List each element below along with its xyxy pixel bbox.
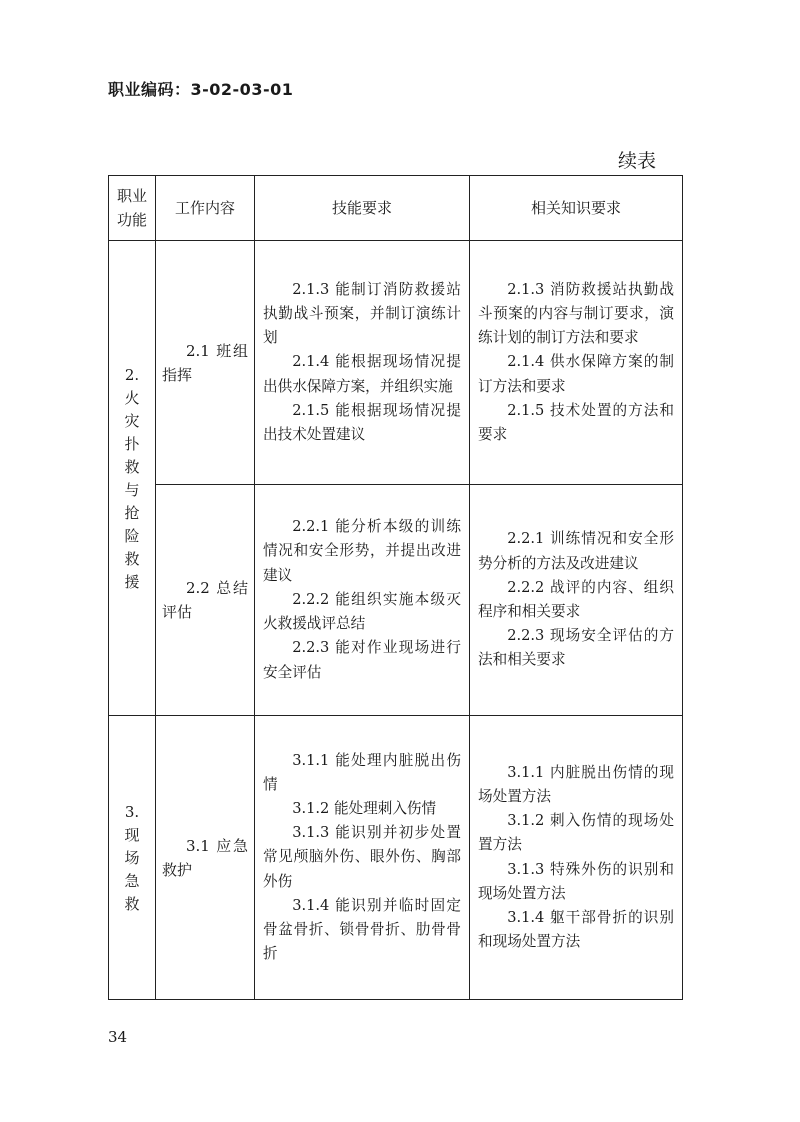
knowledge-item: 3.1.4 躯干部骨折的识别和现场处置方法 — [478, 908, 674, 951]
skill-item: 3.1.4 能识别并临时固定骨盆骨折、锁骨骨折、肋骨骨折 — [263, 896, 461, 963]
table-row — [109, 241, 683, 485]
skills-table — [108, 175, 683, 1000]
knowledge-cell — [470, 485, 683, 716]
table-header-row — [109, 176, 683, 241]
skill-item: 3.1.1 能处理内脏脱出伤情 — [263, 751, 461, 793]
knowledge-item: 2.2.3 现场安全评估的方法和相关要求 — [478, 627, 674, 669]
function-cell — [109, 716, 156, 1000]
work-content-cell — [156, 241, 255, 485]
knowledge-item: 2.1.3 消防救援站执勤战斗预案的内容与制订要求，演练计划的制订方法和要求 — [478, 280, 674, 347]
knowledge-item: 3.1.2 刺入伤情的现场处置方法 — [478, 812, 674, 854]
skill-item: 2.2.3 能对作业现场进行安全评估 — [263, 639, 461, 681]
skill-item: 2.2.1 能分析本级的训练情况和安全形势，并提出改进建议 — [263, 518, 461, 584]
skill-item: 2.1.5 能根据现场情况提出技术处置建议 — [263, 401, 461, 443]
knowledge-cell — [470, 716, 683, 1000]
function-name: 火灾扑救与抢险救援 — [124, 388, 140, 591]
knowledge-item: 2.2.1 训练情况和安全形势分析的方法及改进建议 — [478, 530, 674, 572]
skill-item: 2.1.3 能制订消防救援站执勤战斗预案，并制订演练计划 — [263, 280, 461, 347]
knowledge-cell — [470, 241, 683, 485]
skill-item: 3.1.2 能处理刺入伤情 — [292, 799, 437, 817]
knowledge-item: 2.1.5 技术处置的方法和要求 — [478, 401, 674, 443]
knowledge-item: 2.2.2 战评的内容、组织程序和相关要求 — [478, 578, 674, 620]
skill-cell — [255, 241, 470, 485]
knowledge-item: 3.1.3 特殊外伤的识别和现场处置方法 — [478, 860, 674, 902]
skill-item: 2.1.4 能根据现场情况提出供水保障方案，并组织实施 — [263, 353, 461, 395]
table-row — [109, 485, 683, 716]
table-row — [109, 716, 683, 1000]
function-cell — [109, 241, 156, 716]
header-knowledge-requirements: 相关知识要求 — [470, 176, 683, 241]
header-work-content: 工作内容 — [156, 176, 255, 241]
knowledge-item: 2.1.4 供水保障方案的制订方法和要求 — [478, 353, 674, 395]
work-content-cell — [156, 485, 255, 716]
skill-cell — [255, 485, 470, 716]
function-name: 现场急救 — [124, 825, 140, 913]
skill-cell — [255, 716, 470, 1000]
work-content-text: 3.1 应急救护 — [162, 836, 248, 879]
knowledge-item: 3.1.1 内脏脱出伤情的现场处置方法 — [478, 763, 674, 805]
function-number: 2. — [124, 365, 140, 384]
function-number: 3. — [124, 802, 140, 821]
skill-item: 3.1.3 能识别并初步处置常见颅脑外伤、眼外伤、胸部外伤 — [263, 824, 461, 890]
page-number: 34 — [108, 1028, 128, 1046]
header-skill-requirements: 技能要求 — [255, 176, 470, 241]
occupation-code: 职业编码：3-02-03-01 — [108, 80, 294, 99]
work-content-text: 2.2 总结评估 — [162, 579, 248, 621]
work-content-text: 2.1 班组指挥 — [162, 341, 248, 384]
work-content-cell — [156, 716, 255, 1000]
skill-item: 2.2.2 能组织实施本级灭火救援战评总结 — [263, 590, 461, 633]
header-function: 职业 功能 — [109, 176, 156, 241]
continued-label: 续表 — [618, 150, 657, 172]
